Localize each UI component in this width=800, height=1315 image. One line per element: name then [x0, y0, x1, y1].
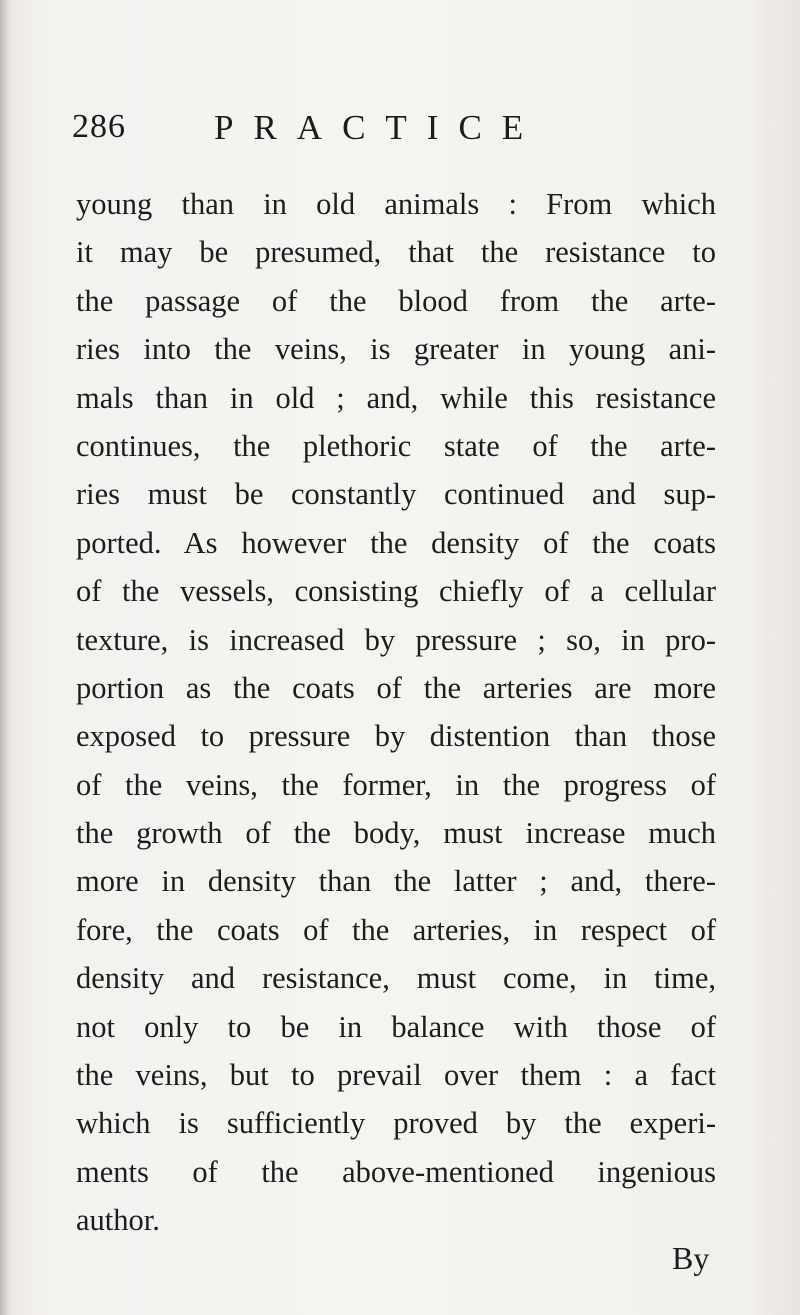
text-line: the veins, but to prevail over them : a fact — [76, 1058, 716, 1093]
text-line: ries must be constantly continued and sup- — [76, 477, 716, 512]
text-line: fore, the coats of the arteries, in respect of — [76, 912, 716, 947]
text-line: ries into the veins, is greater in young ani- — [76, 332, 716, 367]
text-line: not only to be in balance with those of — [76, 1009, 716, 1044]
text-line: which is sufficiently proved by the experi- — [76, 1106, 716, 1141]
text-line: the growth of the body, must increase much — [76, 816, 716, 851]
text-line: exposed to pressure by distention than those — [76, 719, 716, 754]
text-line: it may be presumed, that the resistance to — [76, 235, 716, 270]
running-head: PRACTICE — [214, 108, 544, 147]
text-line: of the vessels, consisting chiefly of a cellular — [76, 574, 716, 609]
text-line: young than in old animals : From which — [76, 187, 716, 221]
page-number: 286 — [72, 108, 126, 145]
text-line: portion as the coats of the arteries are more — [76, 670, 716, 705]
text-line: mals than in old ; and, while this resistance — [76, 380, 716, 415]
text-line: ments of the above-mentioned ingenious — [76, 1154, 716, 1189]
text-line: continues, the plethoric state of the arte- — [76, 428, 716, 463]
text-line: the passage of the blood from the arte- — [76, 283, 716, 318]
text-line: texture, is increased by pressure ; so, in pro- — [76, 622, 716, 657]
text-line: more in density than the latter ; and, there- — [76, 864, 716, 899]
text-line-final: author. — [76, 1203, 160, 1238]
text-line: ported. As however the density of the coats — [76, 525, 716, 560]
text-line: of the veins, the former, in the progress of — [76, 767, 716, 802]
page-header — [72, 108, 592, 156]
page-gutter — [0, 0, 10, 1315]
text-line: density and resistance, must come, in time, — [76, 961, 716, 996]
body-text — [76, 180, 716, 1245]
catchword: By — [672, 1240, 710, 1276]
